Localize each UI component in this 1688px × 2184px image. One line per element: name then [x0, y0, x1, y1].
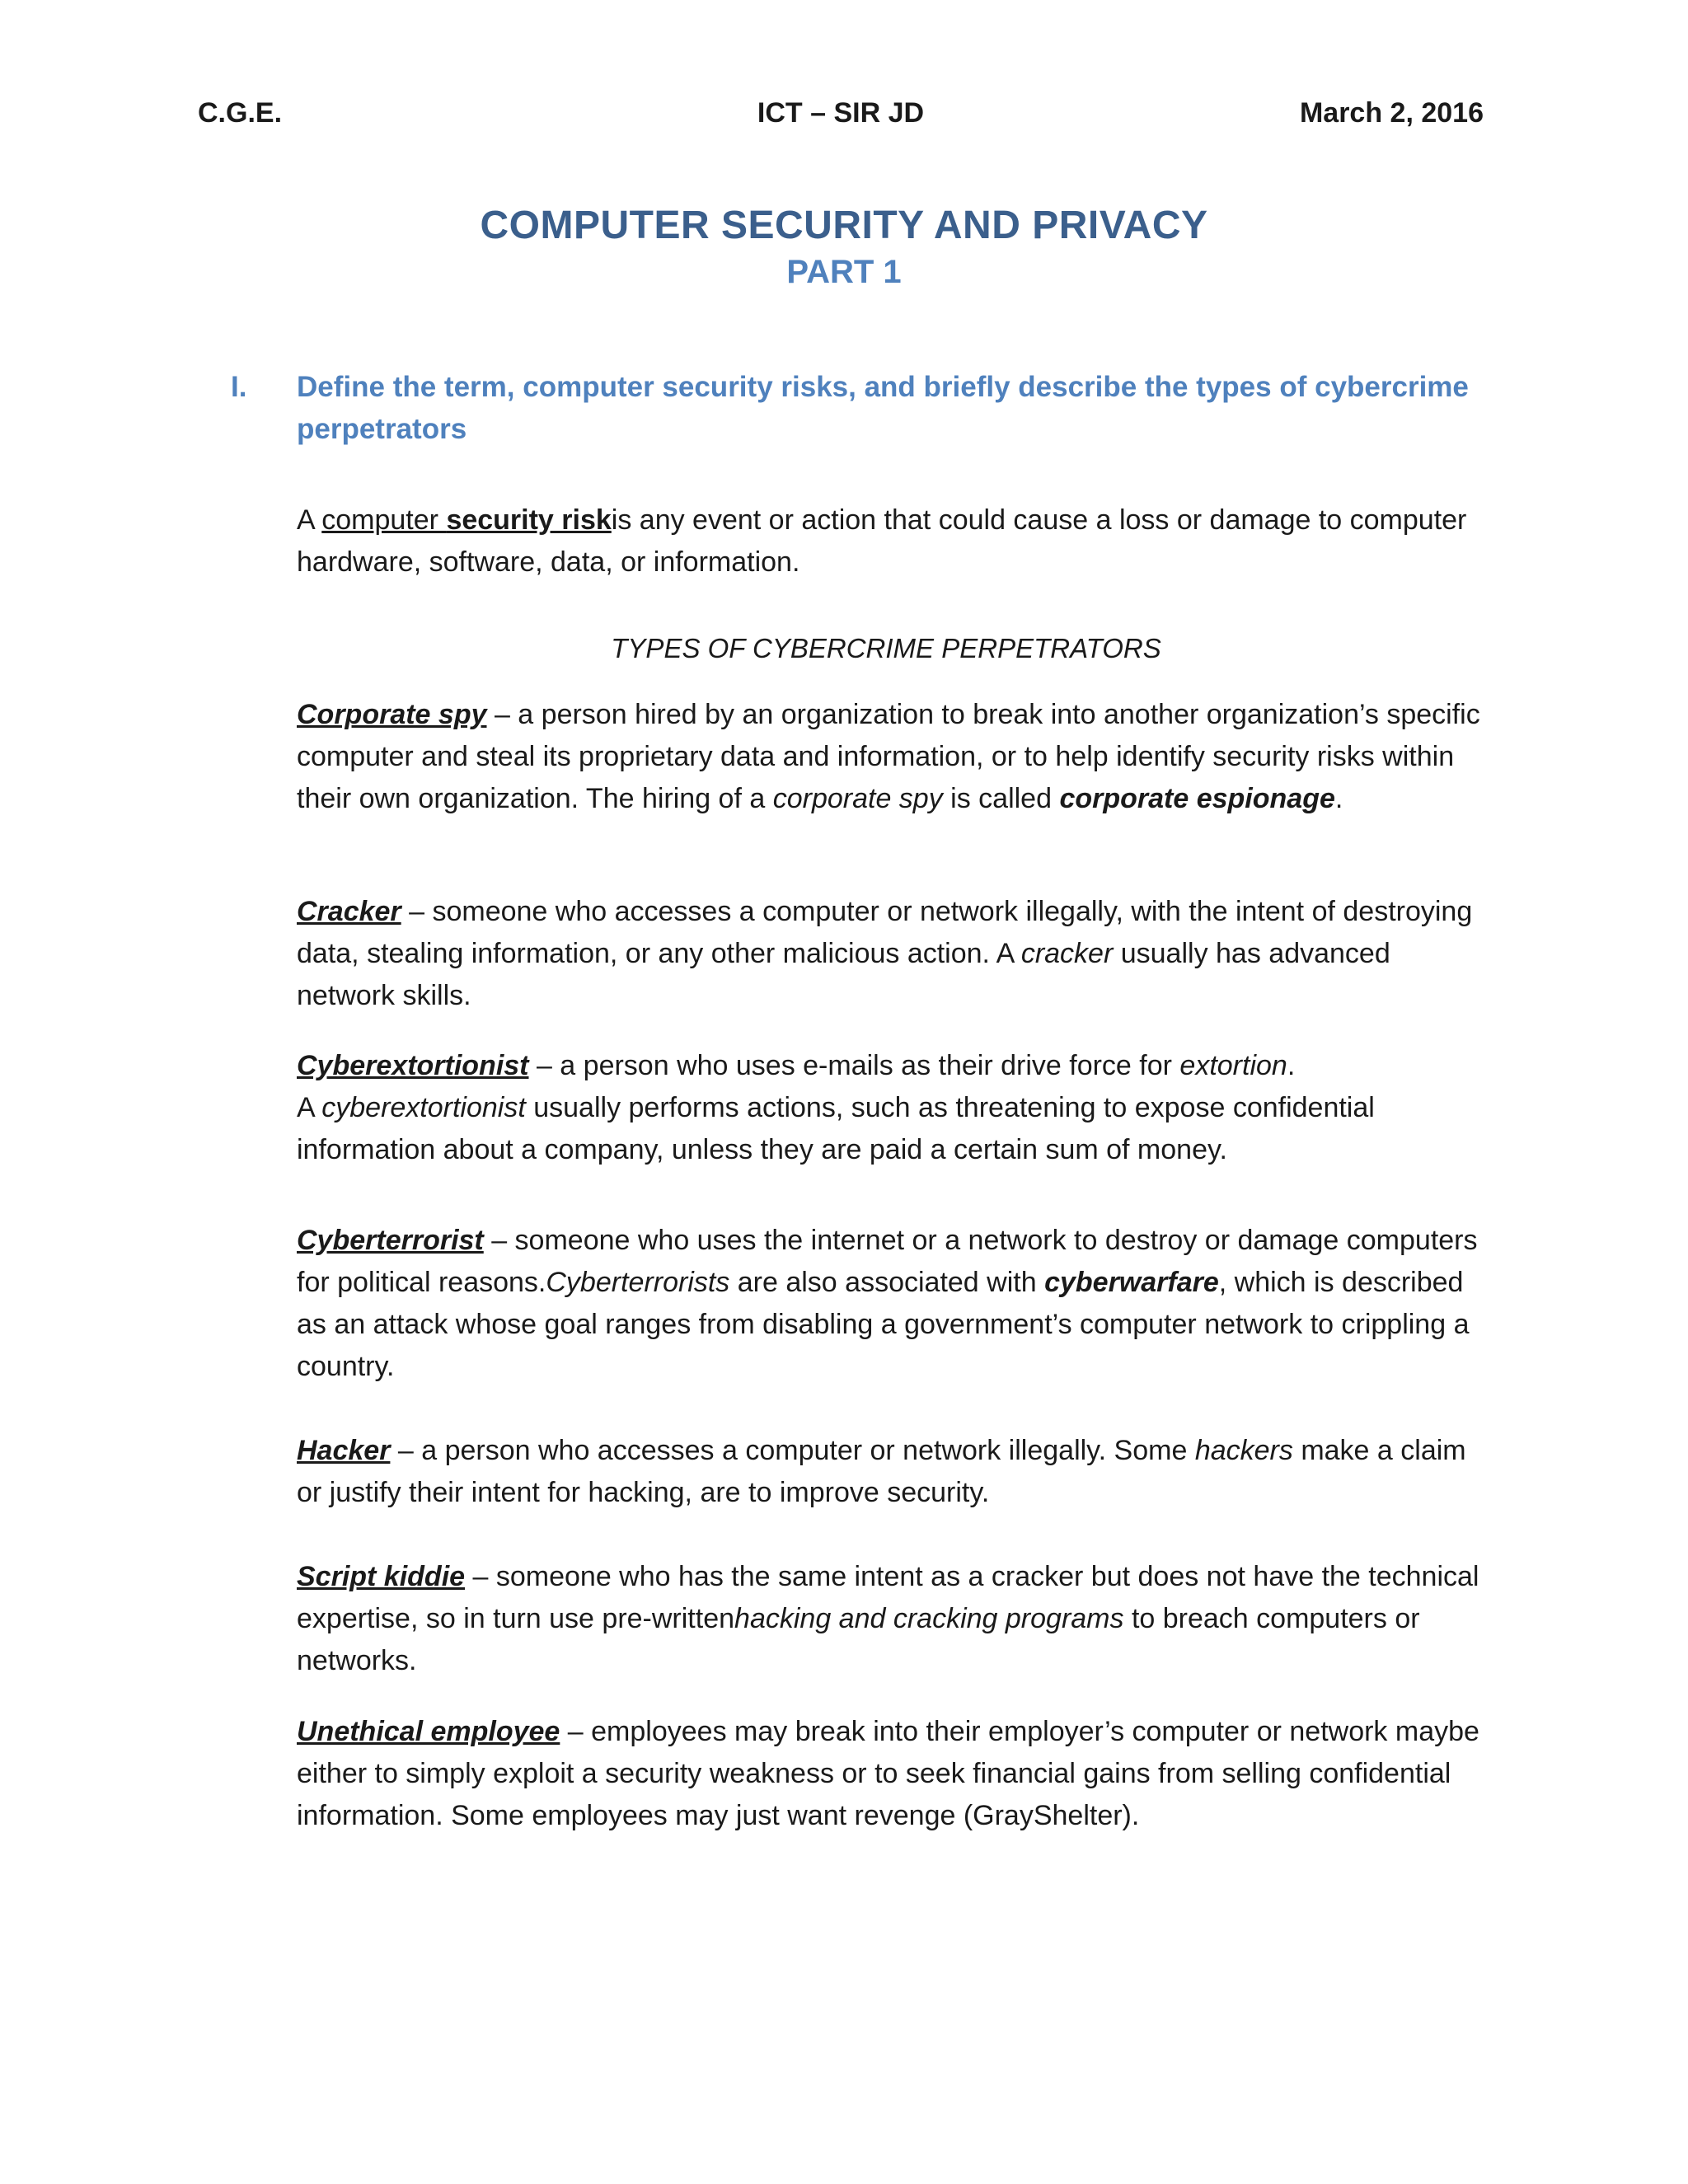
- entry-text: – someone who uses the internet or a network to destroy or damage computers for political reasons.: [297, 1225, 1478, 1298]
- entry-corporate-spy: [297, 694, 1484, 820]
- header-date: March 2, 2016: [1299, 97, 1484, 129]
- entry-text: usually has advanced network skills.: [297, 938, 1390, 1011]
- entry-text: – someone who accesses a computer or network illegally, with the intent of destroying data, stealing information, or any other malicious action. A: [297, 896, 1473, 969]
- entry-bold-italic: cyberwarfare: [1044, 1267, 1219, 1298]
- header-center: ICT – SIR JD: [757, 97, 925, 129]
- document-subtitle: PART 1: [786, 254, 902, 290]
- entry-text: – a person hired by an organization to break into another organization’s specific computer and steal its proprietary data and information, or to help identify security risks within their own organization. The hiring of a: [297, 699, 1480, 814]
- entry-italic: hackers: [1194, 1435, 1293, 1466]
- entry-cyberextortionist: [297, 1045, 1484, 1171]
- question-text: Define the term, computer security risks, and briefly describe the types of cybercrime perpetrators: [297, 371, 1469, 445]
- entry-italic: hacking and cracking programs: [734, 1603, 1124, 1634]
- entry-script-kiddie: [297, 1556, 1484, 1682]
- entry-text: – employees may break into their employer’s computer or network maybe either to simply exploit a security weakness or to seek financial gains from selling confidential information. Some employees may just want revenge (GrayShelter).: [297, 1716, 1479, 1831]
- entry-text: – a person who accesses a computer or network illegally. Some: [390, 1435, 1195, 1466]
- page-header: [198, 97, 1484, 137]
- entry-text: , which is described as an attack whose goal ranges from disabling a government’s computer network to crippling a country.: [297, 1267, 1470, 1382]
- entry-text: – a person who uses e-mails as their drive force for: [528, 1050, 1180, 1081]
- entry-cyberterrorist: [297, 1220, 1484, 1388]
- types-heading: TYPES OF CYBERCRIME PERPETRATORS: [611, 633, 1161, 663]
- definition-term-bold: security risk: [446, 504, 612, 536]
- entry-text: .: [1334, 783, 1343, 814]
- term-cyberextortionist: Cyberextortionist: [297, 1050, 529, 1081]
- entry-text: make a claim or justify their intent for hacking, are to improve security.: [297, 1435, 1466, 1508]
- entry-italic: cracker: [1020, 938, 1114, 969]
- entry-text: are also associated with: [729, 1267, 1045, 1298]
- entry-text: – someone who has the same intent as a cracker but does not have the technical expertise, so in turn use pre-written: [297, 1561, 1479, 1634]
- entry-text: is called: [942, 783, 1060, 814]
- entry-italic: Cyberterrorists: [546, 1267, 730, 1298]
- entry-unethical-employee: [297, 1711, 1484, 1837]
- term-unethical-employee: Unethical employee: [297, 1716, 560, 1747]
- definition-lead: A: [297, 504, 322, 536]
- term-script-kiddie: Script kiddie: [297, 1561, 466, 1592]
- entry-hacker: [297, 1430, 1484, 1514]
- entry-italic: corporate spy: [772, 783, 943, 814]
- document-title: COMPUTER SECURITY AND PRIVACY: [480, 204, 1208, 247]
- entry-bold-italic: corporate espionage: [1059, 783, 1335, 814]
- term-cyberterrorist: Cyberterrorist: [297, 1225, 484, 1256]
- term-corporate-spy: Corporate spy: [297, 699, 487, 730]
- entry-text: A: [297, 1092, 322, 1123]
- question-number: I.: [231, 371, 247, 403]
- entry-text: usually performs actions, such as threatening to expose confidential information about a company, unless they are paid a certain sum of money.: [297, 1092, 1375, 1165]
- definition-rest: is any event or action that could cause a loss or damage to computer hardware, software, data, or information.: [297, 504, 1467, 578]
- term-cracker: Cracker: [297, 896, 401, 927]
- term-hacker: Hacker: [297, 1435, 391, 1466]
- entry-cracker: [297, 891, 1484, 1017]
- entry-italic: extortion: [1179, 1050, 1287, 1081]
- entry-italic: cyberextortionist: [321, 1092, 526, 1123]
- definition-paragraph: [297, 499, 1484, 583]
- entry-text: to breach computers or networks.: [297, 1603, 1420, 1676]
- header-left: C.G.E.: [198, 97, 283, 129]
- entry-text: .: [1287, 1050, 1296, 1081]
- definition-term-plain: computer: [321, 504, 447, 536]
